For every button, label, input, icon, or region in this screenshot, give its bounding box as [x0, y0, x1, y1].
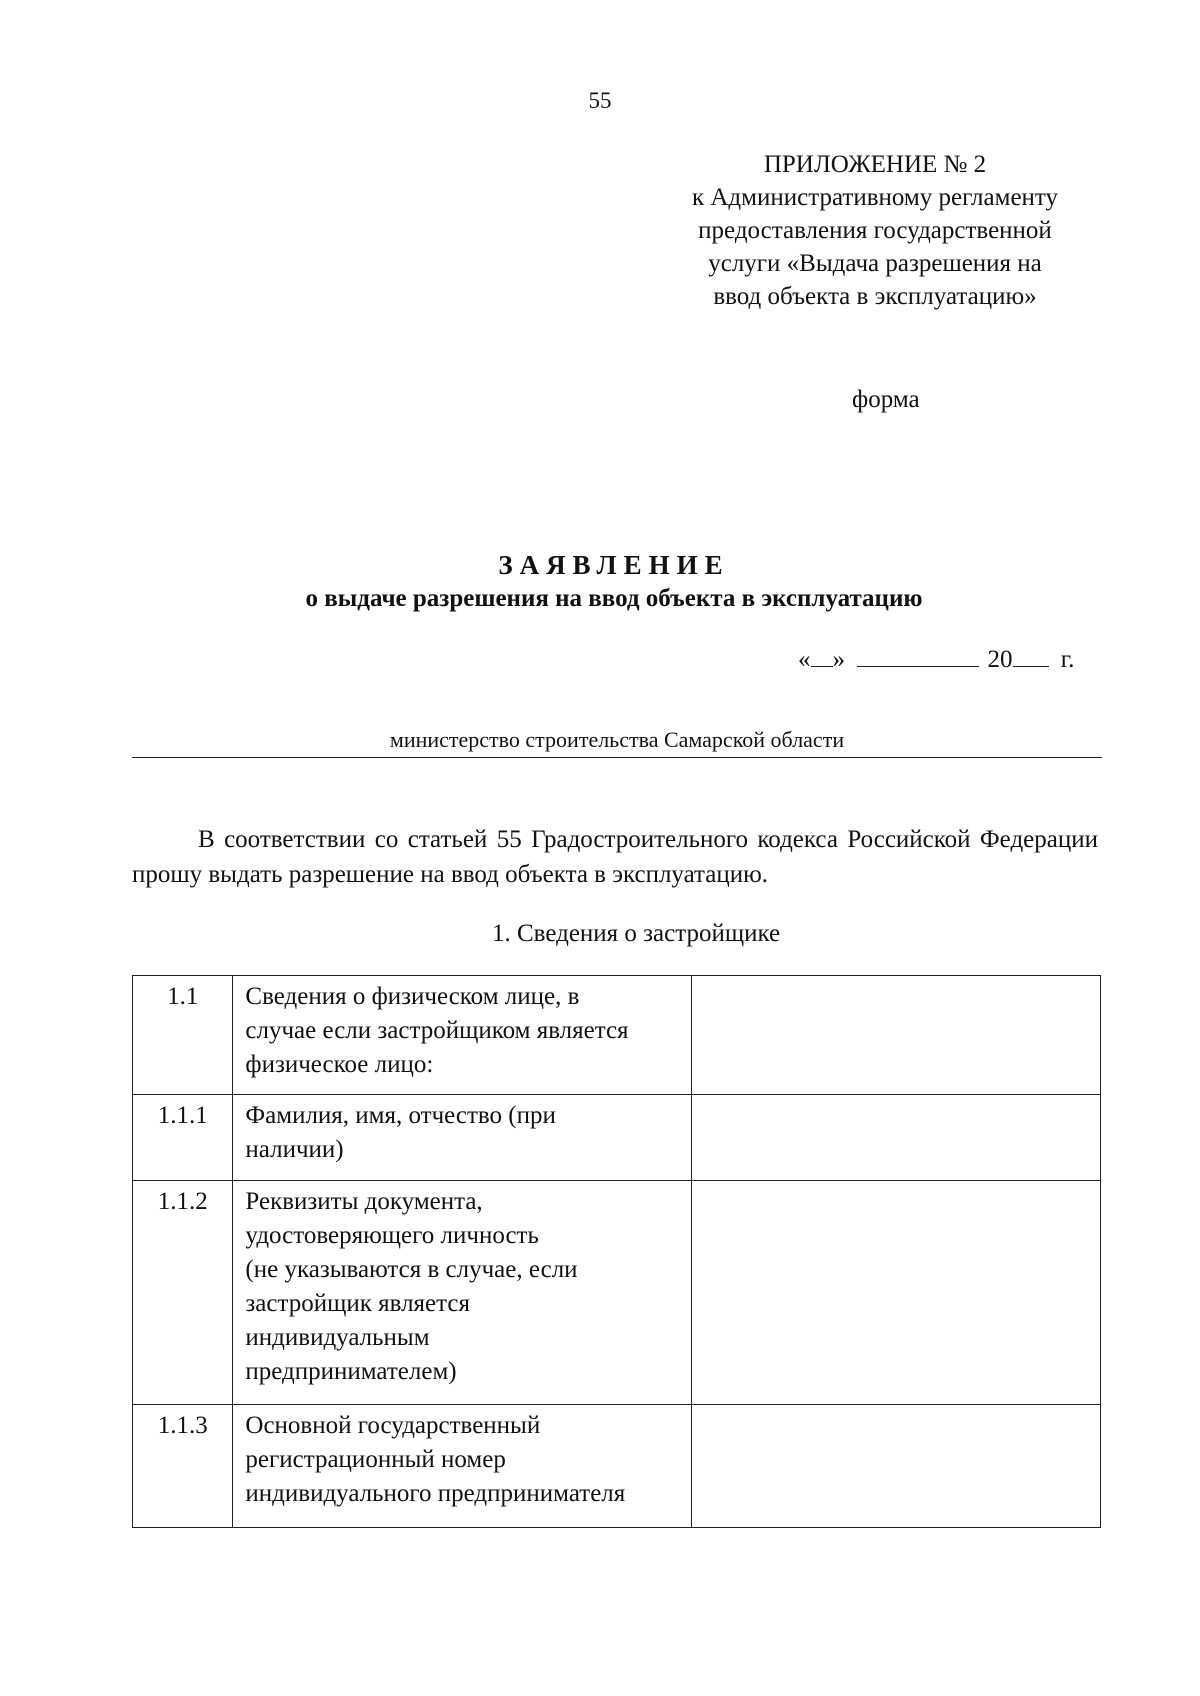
row-label — [233, 1181, 691, 1405]
page-number: 55 — [588, 88, 612, 113]
form-label: форма — [852, 386, 920, 413]
row-label-line: (не указываются в случае, если — [245, 1256, 578, 1283]
row-label-line: индивидуальным — [245, 1324, 430, 1351]
row-label-line: предпринимателем) — [245, 1358, 457, 1385]
row-label-line: случае если застройщиком является — [245, 1017, 629, 1044]
row-value-field[interactable] — [691, 1095, 1100, 1181]
year-prefix: 20 — [987, 646, 1013, 673]
appendix-line: услуги «Выдача разрешения на — [708, 250, 1042, 277]
table-row — [133, 1181, 1101, 1405]
row-label-line: удостоверяющего личность — [245, 1222, 539, 1249]
row-label-line: физическое лицо: — [245, 1051, 434, 1078]
document-subtitle: о выдаче разрешения на ввод объекта в эксплуатацию — [305, 585, 923, 612]
row-label-line: регистрационный номер — [245, 1446, 506, 1473]
month-blank — [857, 644, 979, 667]
row-label — [233, 976, 691, 1095]
developer-info-table — [132, 975, 1101, 1528]
date-close-quote: » — [832, 646, 845, 673]
intro-paragraph: В соответствии со статьей 55 Градостроительного кодекса Российской Федерации прошу выдать разрешение на ввод объекта в эксплуатацию. — [132, 826, 1098, 888]
row-value-field[interactable] — [691, 1181, 1100, 1405]
row-number: 1.1.3 — [133, 1405, 233, 1528]
recipient-field — [132, 727, 1102, 758]
row-value-field[interactable] — [691, 976, 1100, 1095]
year-suffix: г. — [1060, 646, 1075, 673]
section-title: 1. Сведения о застройщике — [492, 920, 781, 947]
recipient-text: министерство строительства Самарской области — [389, 727, 845, 752]
appendix-header — [650, 148, 1100, 313]
appendix-line: ввод объекта в эксплуатацию» — [713, 283, 1037, 310]
row-number: 1.1 — [133, 976, 233, 1095]
row-label-line: застройщик является — [245, 1290, 470, 1317]
document-title: ЗАЯВЛЕНИЕ — [498, 550, 730, 580]
row-value-field[interactable] — [691, 1405, 1100, 1528]
date-open-quote: « — [798, 646, 811, 673]
row-label-line: Сведения о физическом лице, в — [245, 983, 580, 1010]
table-row — [133, 976, 1101, 1095]
table-row — [133, 1405, 1101, 1528]
table-row — [133, 1095, 1101, 1181]
day-blank — [811, 644, 833, 667]
row-label-line: Основной государственный — [245, 1412, 541, 1439]
appendix-line: ПРИЛОЖЕНИЕ № 2 — [763, 151, 987, 178]
row-number: 1.1.1 — [133, 1095, 233, 1181]
row-label-line: Реквизиты документа, — [245, 1188, 483, 1215]
row-label-line: Фамилия, имя, отчество (при — [245, 1102, 556, 1129]
year-blank — [1013, 644, 1049, 667]
row-label — [233, 1095, 691, 1181]
row-label-line: индивидуального предпринимателя — [245, 1480, 626, 1507]
row-number: 1.1.2 — [133, 1181, 233, 1405]
date-line — [798, 644, 1074, 674]
appendix-line: предоставления государственной — [698, 217, 1052, 244]
row-label-line: наличии) — [245, 1136, 344, 1163]
row-label — [233, 1405, 691, 1528]
appendix-line: к Административному регламенту — [691, 184, 1059, 211]
